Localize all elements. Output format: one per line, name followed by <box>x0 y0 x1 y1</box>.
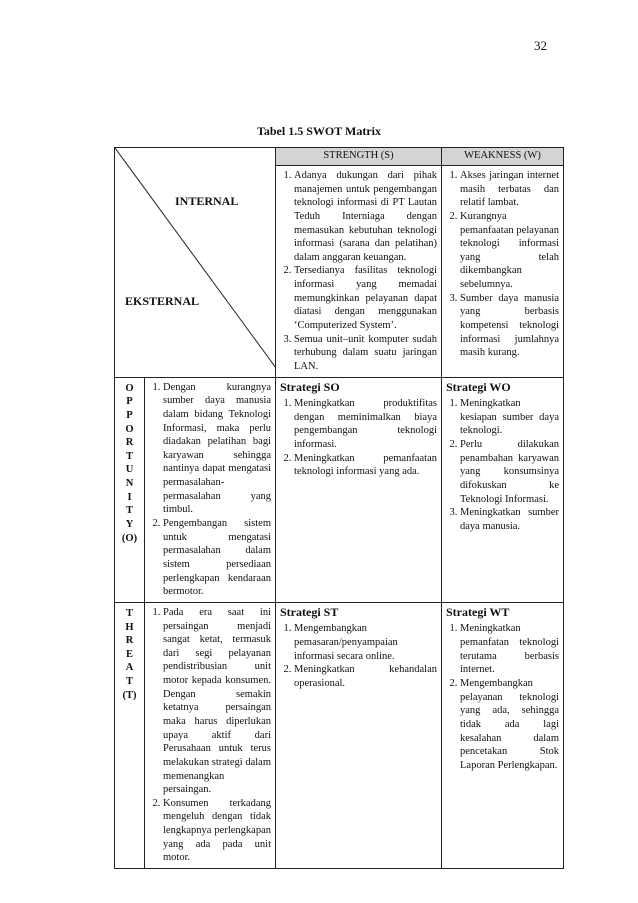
strategy-st-title: Strategi ST <box>280 604 339 619</box>
external-label: EKSTERNAL <box>125 294 200 308</box>
strength-item: 2. Tersedianya fasilitas teknologi informasi yang memadai memungkinkan pelayanan dapat diatasi dengan menggunakan ‘Computerized System’. <box>294 264 437 332</box>
strategy-st-cell <box>276 602 442 868</box>
swot-matrix-table <box>114 147 564 869</box>
strategy-st-item: 1. Mengembangkan pemasaran/penyampaian informasi secara online. <box>294 622 437 663</box>
threat-item: 1. Pada era saat ini persaingan menjadi sangat ketat, termasuk dari segi pelayanan pendistribusian unit motor kepada konsumen. Dengan semakin ketatnya persaingan maka harus diperlukan upaya aktif dari Perusahaan untuk terus melakukan strategi dalam memenangkan persaingan. <box>163 606 271 797</box>
strength-header: STRENGTH (S) <box>276 148 442 166</box>
page-number: 32 <box>534 38 547 53</box>
strengths-cell <box>276 166 442 378</box>
strategy-wo-title: Strategi WO <box>446 379 511 394</box>
opportunity-side-label: O P P O R T U N I T Y (O) <box>115 377 145 602</box>
weaknesses-cell <box>442 166 564 378</box>
strategy-so-cell <box>276 377 442 602</box>
opportunity-item: 1. Dengan kurangnya sumber daya manusia dalam bidang Teknologi Informasi, maka perlu diadakan pelatihan bagi karyawan sehingga nantinya dapat mengatasi permasalahan-permasalahan yang timbul. <box>163 381 271 517</box>
threat-item: 2. Konsumen terkadang mengeluh dengan tidak lengkapnya perlengkapan yang ada pada unit motor. <box>163 797 271 865</box>
opportunity-item: 2. Pengembangan sistem untuk mengatasi permasalahan dalam sistem persediaan perlengkapan kendaraan bermotor. <box>163 517 271 599</box>
strategy-st-item: 2. Meningkatkan kehandalan operasional. <box>294 663 437 690</box>
strategy-wt-title: Strategi WT <box>446 604 510 619</box>
threat-side-label: T H R E A T (T) <box>115 602 145 868</box>
strategy-wt-item: 2. Mengembangkan pelayanan teknologi yang ada, sehingga tidak ada lagi kesalahan dalam pencetakan Stok Laporan Perlengkapan. <box>460 677 559 772</box>
strategy-wo-item: 3. Meningkatkan sumber daya manusia. <box>460 506 559 533</box>
threats-cell <box>145 602 276 868</box>
corner-cell <box>115 148 276 378</box>
strategy-wo-item: 2. Perlu dilakukan penambahan karyawan yang konsumsinya difokuskan ke Teknologi Informasi. <box>460 438 559 506</box>
strength-item: 1. Adanya dukungan dari pihak manajemen untuk pengembangan teknologi informasi di PT Lautan Teduh Interniaga dengan memasukan kebutuhan teknologi informasi (sarana dan pelatihan) dalam anggaran keuangan. <box>294 169 437 264</box>
weakness-item: 3. Sumber daya manusia yang berbasis kompetensi teknologi informasi jumlahnya masih kurang. <box>460 292 559 360</box>
weakness-header: WEAKNESS (W) <box>442 148 564 166</box>
strategy-wt-item: 1. Meningkatkan pemanfatan teknologi terutama berbasis internet. <box>460 622 559 677</box>
weakness-item: 1. Akses jaringan internet masih terbatas dan relatif lambat. <box>460 169 559 210</box>
opportunities-cell <box>145 377 276 602</box>
corner-diagonal <box>115 148 275 368</box>
strategy-wo-item: 1. Meningkatkan kesiapan sumber daya teknologi. <box>460 397 559 438</box>
table-title: Tabel 1.5 SWOT Matrix <box>256 124 381 138</box>
strategy-wo-cell <box>442 377 564 602</box>
strength-item: 3. Semua unit–unit komputer sudah terhubung dalam suatu jaringan LAN. <box>294 333 437 374</box>
strategy-so-item: 1. Meningkatkan produktifitas dengan meminimalkan biaya pengembangan teknologi informasi. <box>294 397 437 452</box>
strategy-so-title: Strategi SO <box>280 379 340 394</box>
internal-label: INTERNAL <box>175 194 239 208</box>
weakness-item: 2. Kurangnya pemanfaatan pelayanan teknologi informasi yang telah dikembangkan sebelumnya. <box>460 210 559 292</box>
strategy-so-item: 2. Meningkatkan pemanfaatan teknologi informasi yang ada. <box>294 452 437 479</box>
strategy-wt-cell <box>442 602 564 868</box>
